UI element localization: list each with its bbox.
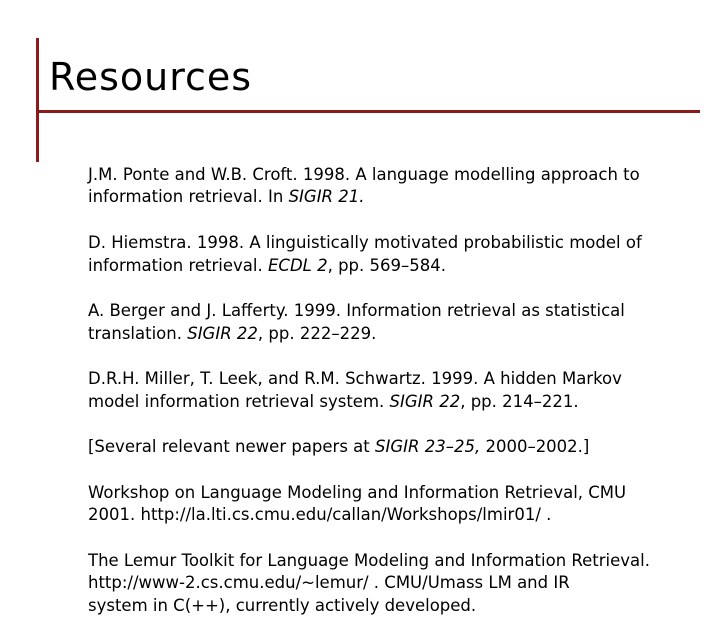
reference-item (61, 141, 709, 209)
reference-text: [Several relevant newer papers at (88, 437, 376, 457)
reference-text: , pp. 222–229. (257, 323, 377, 343)
reference-item (61, 459, 709, 527)
reference-text: , pp. 214–221. (460, 391, 579, 411)
reference-text: The Lemur Toolkit for Language Modeling and Information Retrieval. http://www-2.cs.cmu.edu/~lemur/ . CMU/Umass LM and IR system in C(++), currently actively developed. (88, 550, 650, 616)
reference-item (61, 345, 709, 413)
reference-item (61, 209, 709, 277)
venue-italic: SIGIR 22 (389, 391, 461, 411)
reference-item (61, 413, 709, 458)
venue-italic: SIGIR 23–25, (375, 437, 481, 457)
venue-italic: SIGIR 21. (288, 187, 365, 207)
reference-list (61, 141, 709, 618)
venue-italic: ECDL 2 (268, 255, 328, 275)
reference-item (61, 277, 709, 345)
reference-text: A. Berger and J. Lafferty. 1999. Information retrieval as statistical translation. (88, 300, 625, 343)
reference-item (61, 527, 709, 618)
reference-text: 2000–2002.] (480, 437, 590, 457)
reference-text: D.R.H. Miller, T. Leek, and R.M. Schwartz. 1999. A hidden Markov model information retrieval system. (88, 369, 622, 411)
venue-italic: SIGIR 22 (187, 323, 258, 343)
title-accent-horizontal-line (36, 110, 700, 113)
slide-title: Resources (49, 55, 253, 99)
reference-text: , pp. 569–584. (327, 255, 447, 275)
reference-text: J.M. Ponte and W.B. Croft. 1998. A language modelling approach to information retrieval. In (88, 164, 640, 207)
reference-text: D. Hiemstra. 1998. A linguistically motivated probabilistic model of information retrieval. (88, 232, 642, 275)
title-accent-vertical-line (36, 38, 39, 162)
reference-text: Workshop on Language Modeling and Information Retrieval, CMU 2001. http://la.lti.cs.cmu.edu/callan/Workshops/lmir01/ . (88, 482, 627, 525)
